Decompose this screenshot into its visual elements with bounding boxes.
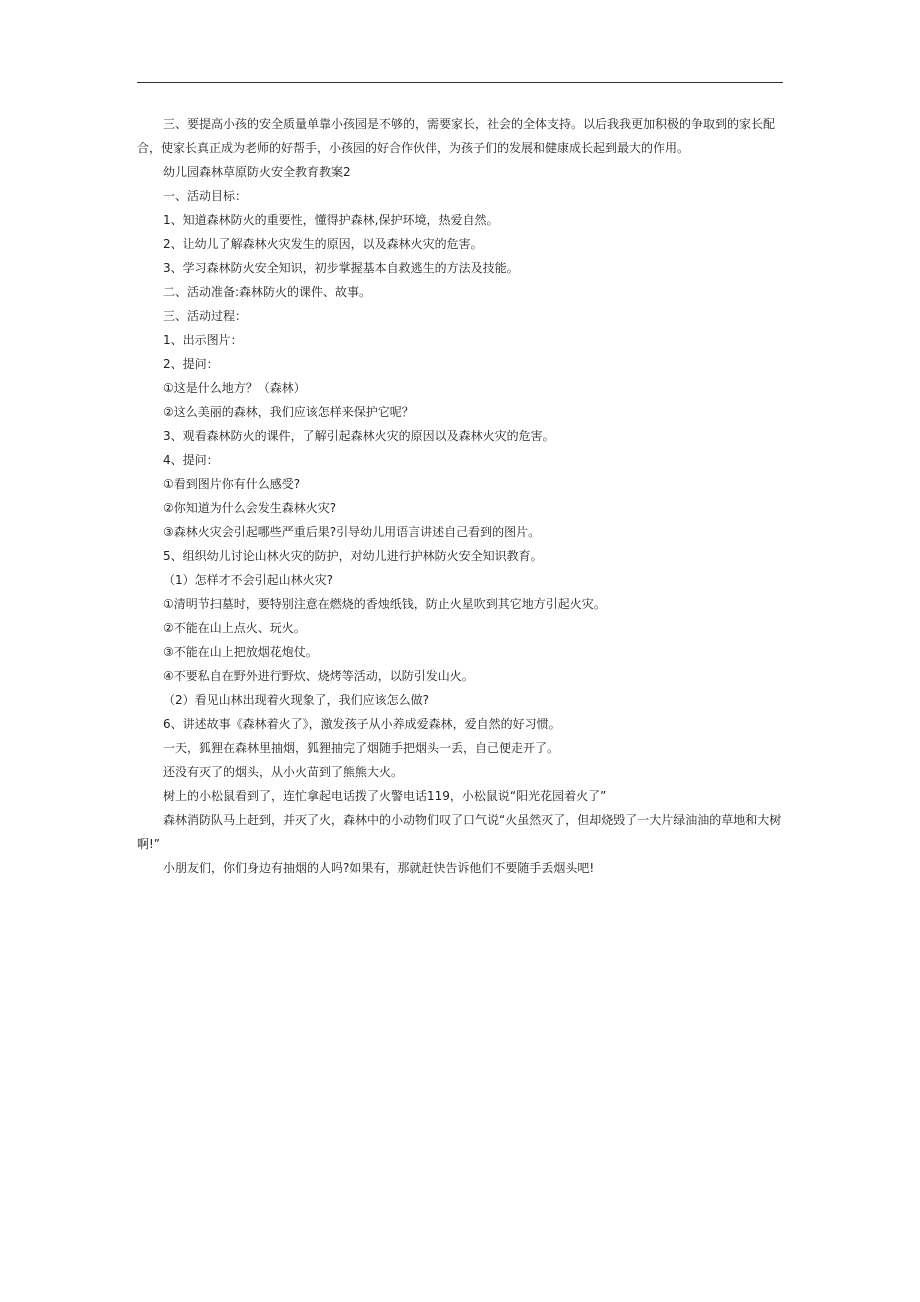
paragraph-15: ①看到图片你有什么感受?: [163, 477, 301, 491]
paragraph-4: 1、知道森林防火的重要性，懂得护森林,保护环境，热爱自然。: [163, 213, 499, 227]
header-rule: [137, 82, 783, 83]
paragraph-22: ③不能在山上把放烟花炮仗。: [163, 645, 318, 659]
paragraph-25: 6、讲述故事《森林着火了》，激发孩子从小养成爱森林，爱自然的好习惯。: [163, 717, 561, 731]
paragraph-10: 2、提问：: [163, 357, 219, 371]
paragraph-1: 三、要提高小孩的安全质量单靠小孩园是不够的，需要家长，社会的全体支持。以后我我更加积极的争取到的家长配合，使家长真正成为老师的好帮手，小孩园的好合作伙伴，为孩子们的发展和健康成长起到最大的作用。: [137, 117, 776, 155]
paragraph-16: ②你知道为什么会发生森林火灾?: [163, 501, 337, 515]
paragraph-24: （2）看见山林出现着火现象了，我们应该怎么做?: [163, 693, 430, 707]
paragraph-2: 幼儿园森林草原防火安全教育教案2: [163, 165, 351, 179]
paragraph-21: ②不能在山上点火、玩火。: [163, 621, 306, 635]
paragraph-19: （1）怎样才不会引起山林火灾?: [163, 573, 334, 587]
document-body: [137, 112, 783, 880]
paragraph-12: ②这么美丽的森林，我们应该怎样来保护它呢？: [163, 405, 414, 419]
paragraph-17: ③森林火灾会引起哪些严重后果?引导幼儿用语言讲述自己看到的图片。: [163, 525, 541, 539]
paragraph-8: 三、活动过程：: [163, 309, 248, 323]
paragraph-18: 5、组织幼儿讨论山林火灾的防护，对幼儿进行护林防火安全知识教育。: [163, 549, 543, 563]
paragraph-23: ④不要私自在野外进行野炊、烧烤等活动，以防引发山火。: [163, 669, 474, 683]
paragraph-30: 小朋友们，你们身边有抽烟的人吗?如果有，那就赶快告诉他们不要随手丢烟头吧!: [163, 861, 595, 875]
paragraph-14: 4、提问：: [163, 453, 219, 467]
paragraph-29: 森林消防队马上赶到，并灭了火，森林中的小动物们叹了口气说“火虽然灭了，但却烧毁了一大片绿油油的草地和大树啊!”: [137, 813, 782, 851]
paragraph-20: ①清明节扫墓时，要特别注意在燃烧的香烛纸钱，防止火星吹到其它地方引起火灾。: [163, 597, 606, 611]
paragraph-13: 3、观看森林防火的课件，了解引起森林火灾的原因以及森林火灾的危害。: [163, 429, 555, 443]
paragraph-26: 一天，狐狸在森林里抽烟，狐狸抽完了烟随手把烟头一丢，自己便走开了。: [163, 741, 560, 755]
paragraph-9: 1、出示图片：: [163, 333, 243, 347]
paragraph-6: 3、学习森林防火安全知识，初步掌握基本自救逃生的方法及技能。: [163, 261, 519, 275]
paragraph-7: 二、活动准备:森林防火的课件、故事。: [163, 285, 372, 299]
paragraph-11: ①这是什么地方？（森林）: [163, 381, 306, 395]
paragraph-28: 树上的小松鼠看到了，连忙拿起电话拨了火警电话119，小松鼠说“阳光花园着火了”: [163, 789, 607, 803]
paragraph-3: 一、活动目标：: [163, 189, 248, 203]
paragraph-5: 2、让幼儿了解森林火灾发生的原因，以及森林火灾的危害。: [163, 237, 483, 251]
paragraph-27: 还没有灭了的烟头，从小火苗到了熊熊大火。: [163, 765, 404, 779]
